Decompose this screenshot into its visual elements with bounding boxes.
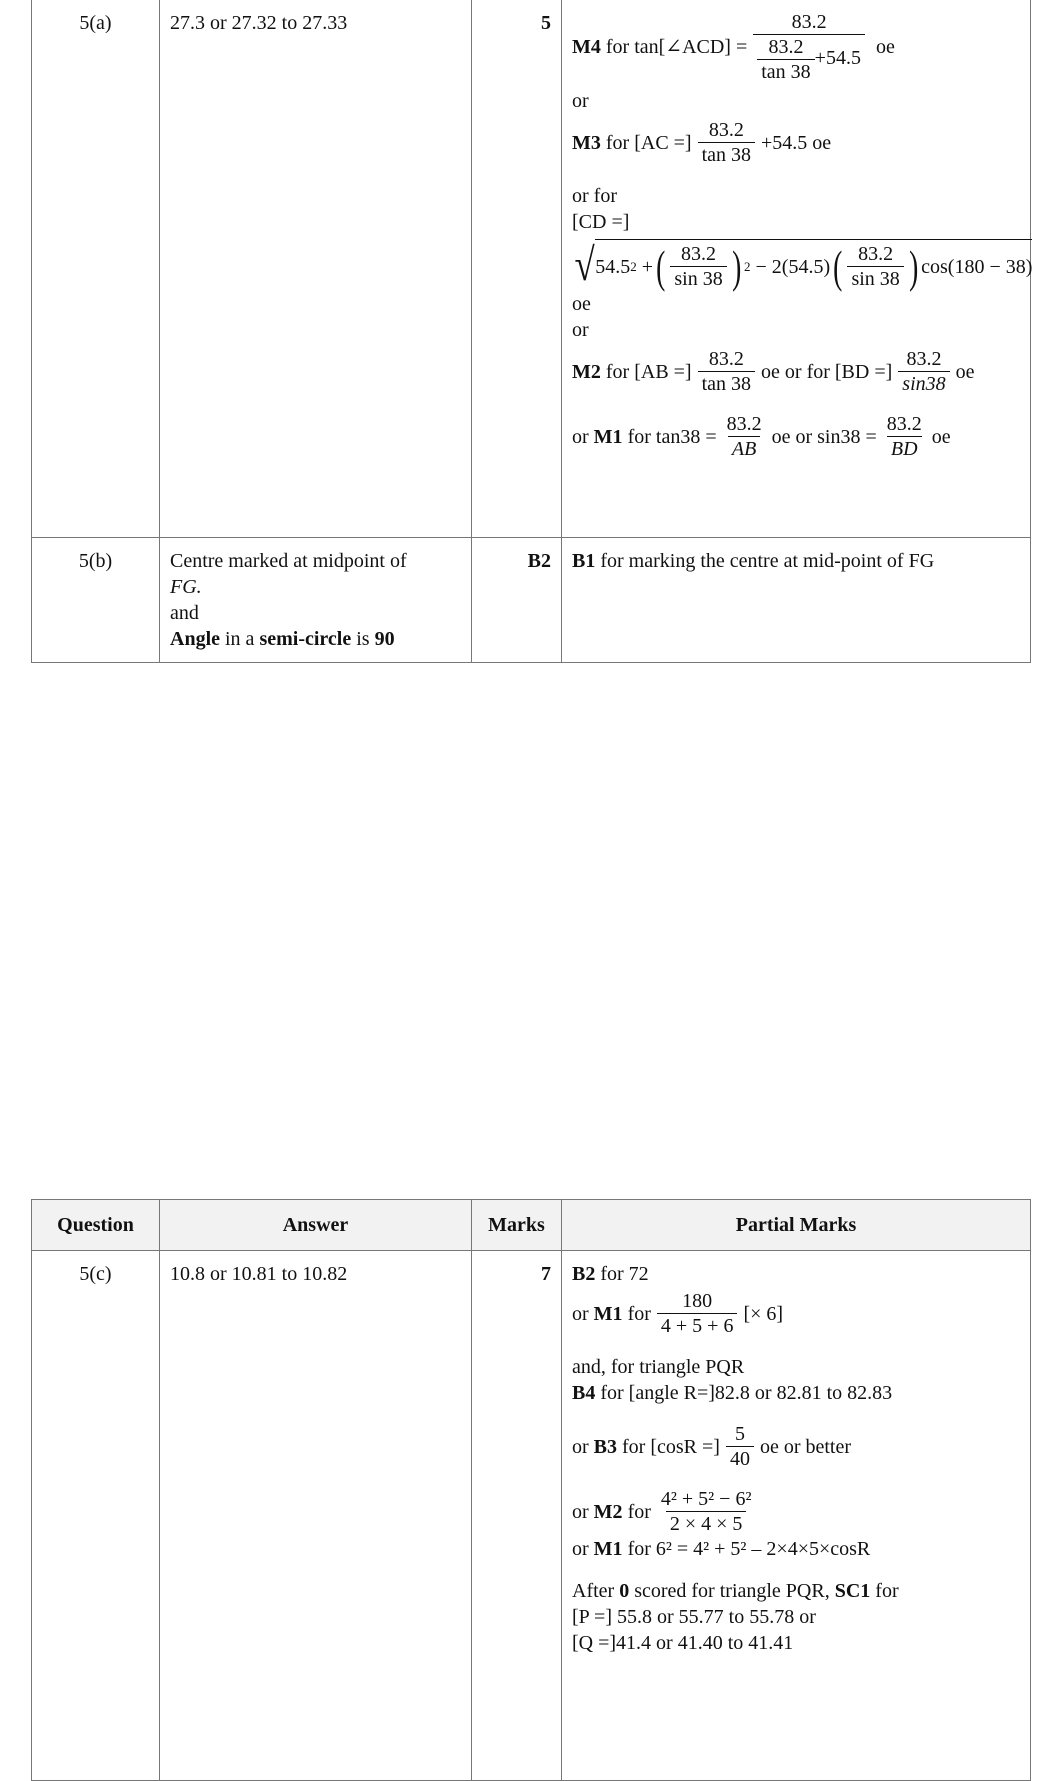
table-row [32, 1251, 1031, 1781]
column-header-answer: Answer [160, 1200, 472, 1251]
answer-cell: 10.8 or 10.81 to 10.82 [160, 1251, 472, 1781]
partial-marks-cell: B2 for 72 or M1 for $\frac{180}{4 + 5 + 6}$ [× 6] and, for triangle PQR B4 for [angle R=]82.8 or 82.81 to 82.83 or B3 for [cosR =] $\frac{5}{40}$ oe or better or M2 for $\frac{\text{4² + 5² − 6²}}{2 \times 4 \times 5}$ or M1 for 6² = 4² + 5² – 2×4×5×cosR After 0 scored for triangle PQR, SC1 for [P =] 55.8 or 55.77 to 55.78 or [Q =]41.4 or 41.40 to 41.41 [562, 1251, 1031, 1781]
m3-line: M3 for [AC =] $\frac{83.2}{\tan 38}$ +54.5 oe [572, 119, 832, 166]
markscheme-table-top [31, 0, 1031, 663]
partial-marks-cell: M4 for tan[∠ACD] = 83.2 $\frac{83.2}{\tan 38}$ +54.5 oe or M3 for [AC =] $\frac{83.2}{\tan 38}$ +54.5 oe or for [CD =] √ 54.5 2 + ( $\frac{83.2}{\sin 38}$ ) 2 − 2(54.5) ( $\frac{83.2}{\sin 38}$ ) cos(180 − 38) oe or M2 for [AB =] $\frac{83.2}{\tan 38}$ oe or for [BD =] $\frac{83.2}{\sin 38}$ oe or M1 for tan38 = $\frac{83.2}{AB}$ oe or sin38 = $\frac{83.2}{BD}$ oe [562, 0, 1031, 538]
m4-line: M4 for tan[∠ACD] = 83.2 $\frac{83.2}{\tan 38}$ +54.5 oe [572, 11, 895, 83]
partial-marks-cell: B1 for marking the centre at mid-point of FG [562, 538, 1031, 663]
m2-line: M2 for [AB =] $\frac{83.2}{\tan 38}$ oe or for [BD =] $\frac{83.2}{\sin 38}$ oe [572, 348, 975, 395]
marks-cell: B2 [472, 538, 562, 663]
question-cell: 5(a) [32, 0, 160, 538]
m4-fraction: 83.2 $\frac{83.2}{\tan 38}$ +54.5 [753, 10, 865, 84]
question-cell: 5(b) [32, 538, 160, 663]
table-row [32, 538, 1031, 663]
square-root-icon: √ [574, 239, 595, 290]
header-row [32, 1200, 1031, 1251]
marks-cell: 7 [472, 1251, 562, 1781]
marks-cell: 5 [472, 0, 562, 538]
answer-cell: 27.3 or 27.32 to 27.33 [160, 0, 472, 538]
answer-cell: Centre marked at midpoint of FG. and Angle in a semi-circle is 90 [160, 538, 472, 663]
markscheme-table-bottom [31, 1199, 1031, 1781]
column-header-marks: Marks [472, 1200, 562, 1251]
column-header-partial-marks: Partial Marks [562, 1200, 1031, 1251]
m1-line: or M1 for tan38 = $\frac{83.2}{AB}$ oe or sin38 = $\frac{83.2}{BD}$ oe [572, 413, 951, 460]
table-row [32, 0, 1031, 538]
question-cell: 5(c) [32, 1251, 160, 1781]
cd-formula: √ 54.5 2 + ( $\frac{83.2}{\sin 38}$ ) 2 − 2(54.5) ( $\frac{83.2}{\sin 38}$ ) cos(180 − 38) [574, 239, 1033, 292]
column-header-question: Question [32, 1200, 160, 1251]
